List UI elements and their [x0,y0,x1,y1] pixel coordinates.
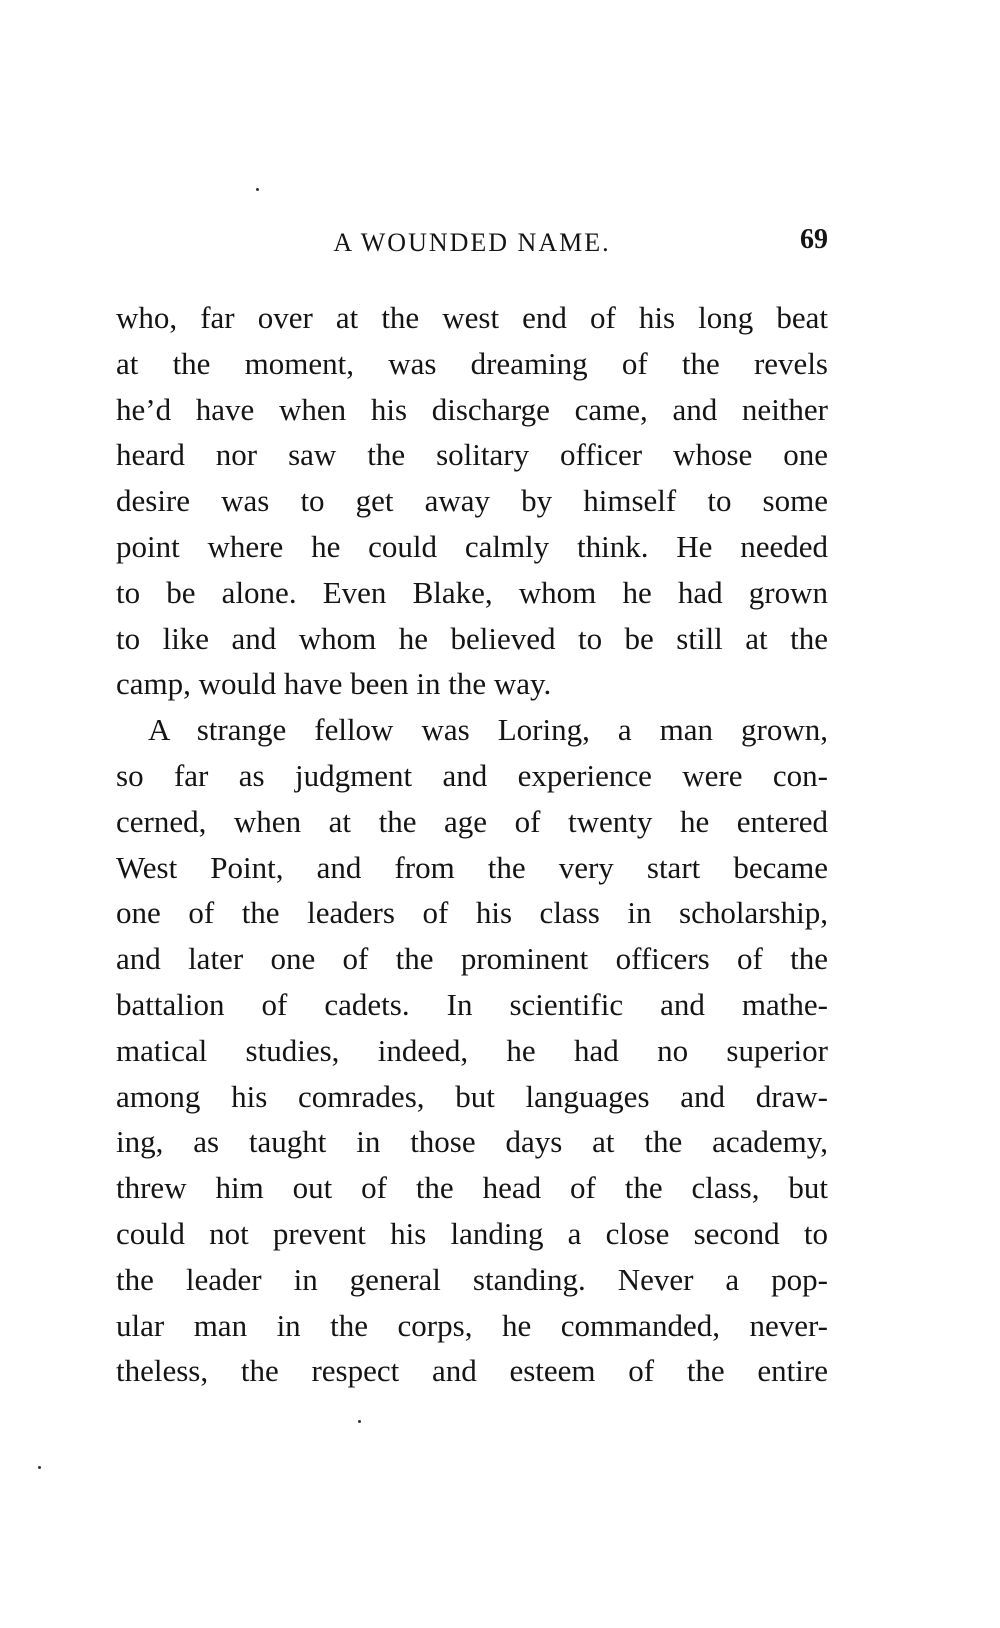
text-line: A strange fellow was Loring, a man grown, [148,712,828,748]
page-number: 69 [800,224,828,255]
text-line: he’d have when his discharge came, and neither [116,391,828,427]
print-speck [256,188,259,191]
text-line: at the moment, was dreaming of the revels [116,345,828,381]
body-text [116,295,828,1394]
text-line: the leader in general standing. Never a pop- [116,1261,828,1297]
text-line: cerned, when at the age of twenty he entered [116,803,828,839]
text-line: could not prevent his landing a close second to [116,1215,828,1251]
text-line: to like and whom he believed to be still at the [116,620,828,656]
text-line: ing, as taught in those days at the academy, [116,1124,828,1160]
text-line: desire was to get away by himself to some [116,483,828,519]
print-speck [38,1466,41,1469]
text-line: matical studies, indeed, he had no superior [116,1032,828,1068]
text-line: battalion of cadets. In scientific and mathe- [116,986,828,1022]
text-line: threw him out of the head of the class, but [116,1170,828,1206]
text-line: who, far over at the west end of his long beat [116,300,828,335]
running-title: A WOUNDED NAME. [333,228,611,257]
print-speck [358,1420,361,1423]
text-line: theless, the respect and esteem of the entire [116,1353,828,1389]
text-line: so far as judgment and experience were con- [116,757,828,793]
text-line: to be alone. Even Blake, whom he had grown [116,574,828,610]
text-line: point where he could calmly think. He needed [116,528,828,564]
text-line: one of the leaders of his class in scholarship, [116,895,828,931]
text-line: among his comrades, but languages and draw- [116,1078,828,1114]
text-line: ular man in the corps, he commanded, never- [116,1307,828,1343]
text-line: and later one of the prominent officers of the [116,941,828,977]
page-header [116,222,828,262]
text-line: camp, would have been in the way. [116,666,552,702]
text-line: heard nor saw the solitary officer whose one [116,437,828,473]
text-line: West Point, and from the very start became [116,849,828,885]
